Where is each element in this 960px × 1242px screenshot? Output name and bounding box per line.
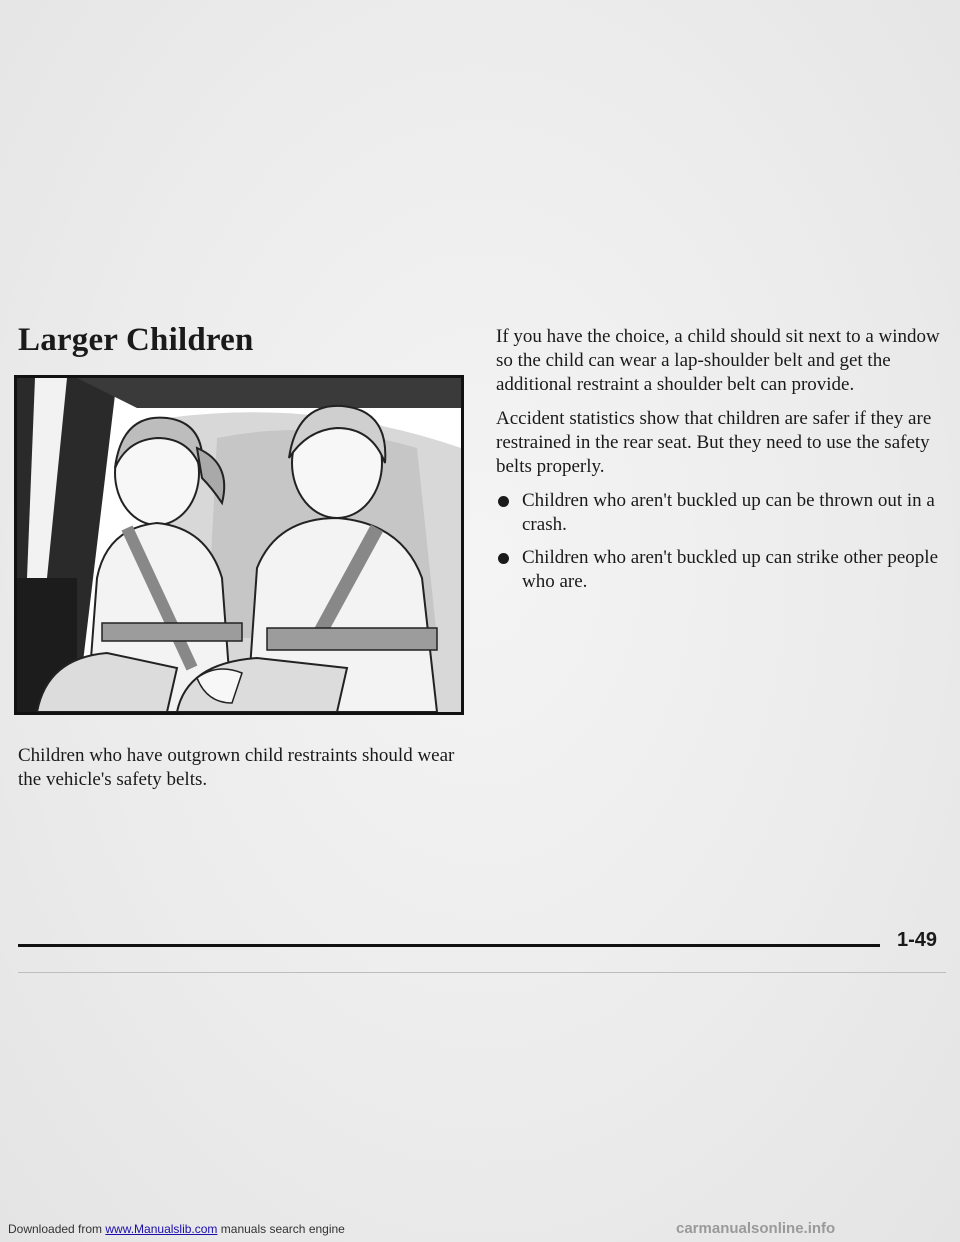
- paragraph-window-seat: If you have the choice, a child should sit next to a window so the child can wear a lap-shoulder belt and get the additional restraint a shoulder belt can provide.: [496, 326, 940, 395]
- right-column: [496, 325, 946, 603]
- page-number: 1-49: [897, 929, 938, 951]
- manualslib-link[interactable]: www.Manualslib.com: [105, 1222, 218, 1236]
- footer-rule: [18, 944, 880, 947]
- paragraph-accident-statistics: Accident statistics show that children are safer if they are restrained in the rear seat. But they need to use the safety belts properly.: [496, 408, 932, 477]
- download-footer: [8, 1222, 345, 1236]
- list-item: [496, 546, 946, 594]
- bullet-dot-icon: [498, 496, 509, 507]
- watermark: carmanualsonline.info: [676, 1220, 836, 1237]
- bullet-list: [496, 489, 946, 594]
- bullet-dot-icon: [498, 553, 509, 564]
- footer-suffix: manuals search engine: [217, 1222, 345, 1236]
- children-seatbelt-illustration: [14, 375, 464, 715]
- scan-line: [18, 972, 946, 973]
- list-item: [496, 489, 946, 537]
- list-item-text: Children who aren't buckled up can strike other people who are.: [522, 547, 939, 592]
- list-item-text: Children who aren't buckled up can be thrown out in a crash.: [522, 490, 935, 535]
- figure-caption: Children who have outgrown child restraints should wear the vehicle's safety belts.: [18, 745, 455, 790]
- footer-prefix: Downloaded from: [8, 1222, 106, 1236]
- section-heading: Larger Children: [18, 322, 254, 358]
